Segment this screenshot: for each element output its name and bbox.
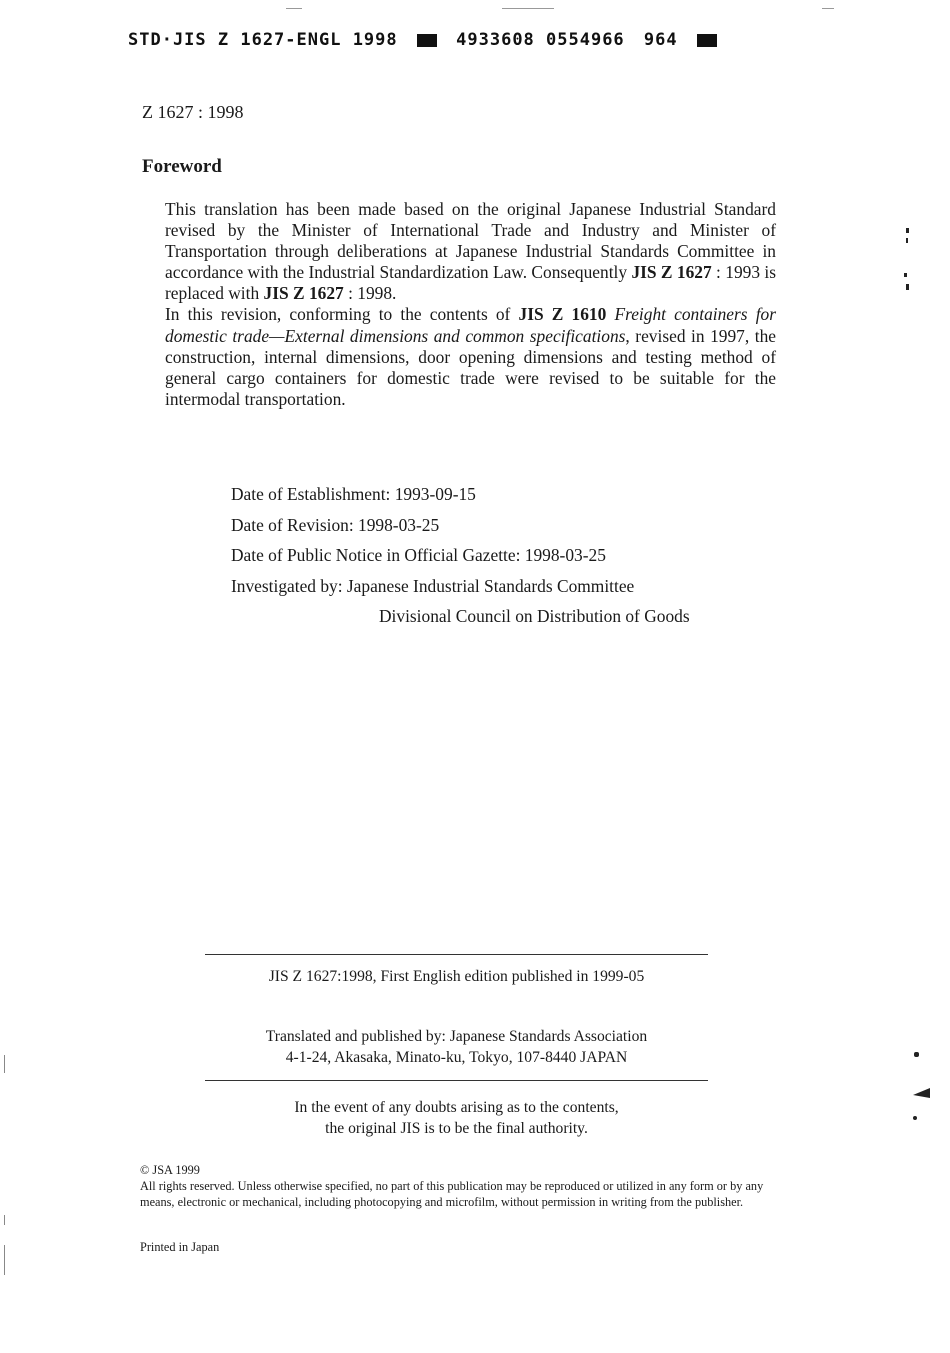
copyright-block (140, 1162, 780, 1210)
scan-header-right: 964 (643, 30, 678, 50)
foreword-paragraph-2: In this revision, conforming to the contents of JIS Z 1610 Freight containers for domestic trade—External dimensions and common specifications, revised in 1997, the construction, internal dimensions, door opening dimensions and testing method of general cargo containers for domestic trade were revised to be suitable for the intermodal transportation. (165, 304, 777, 409)
date-of-establishment: Date of Establishment: 1993-09-15 (231, 484, 476, 504)
scan-speck (4, 1055, 5, 1073)
publisher-line-2: 4-1-24, Akasaka, Minato-ku, Tokyo, 107-8440 JAPAN (285, 1048, 628, 1066)
authority-note-line-1: In the event of any doubts arising as to the contents, (294, 1099, 619, 1116)
scan-header (128, 30, 725, 50)
scan-speck (502, 8, 554, 9)
publisher-block (205, 1027, 708, 1068)
scan-speck (906, 284, 909, 290)
scan-speck (286, 8, 302, 9)
date-of-public-notice: Date of Public Notice in Official Gazette: 1998-03-25 (231, 545, 606, 565)
scan-speck (913, 1116, 917, 1120)
scan-speck (906, 238, 908, 243)
divider-rule (205, 1080, 708, 1081)
scan-header-middle: 4933608 0554966 (456, 30, 625, 50)
scan-speck (822, 8, 834, 9)
foreword-body (165, 199, 776, 410)
scan-speck (913, 1088, 930, 1098)
scan-speck (906, 228, 909, 233)
copyright-line: © JSA 1999 (140, 1163, 200, 1177)
scan-speck (4, 1245, 5, 1275)
rights-statement: All rights reserved. Unless otherwise specified, no part of this publication may be reproduced or utilized in any form or by any means, electronic or mechanical, including photocopying and microfilm, without permission in writing from the publisher. (140, 1179, 764, 1209)
dates-block (231, 484, 690, 637)
section-title: Foreword (142, 156, 222, 177)
scan-speck (914, 1052, 919, 1057)
divider-rule (205, 954, 708, 955)
publisher-line-1: Translated and published by: Japanese Standards Association (265, 1028, 648, 1045)
barcode-block (417, 34, 437, 47)
authority-note-line-2: the original JIS is to be the final authority. (325, 1119, 588, 1137)
printed-in-japan: Printed in Japan (140, 1240, 220, 1254)
scan-speck (904, 273, 907, 277)
scan-header-left: STD·JIS Z 1627-ENGL 1998 (128, 30, 398, 50)
investigated-by: Investigated by: Japanese Industrial Standards Committee (231, 575, 635, 596)
edition-note: JIS Z 1627:1998, First English edition published in 1999-05 (268, 968, 645, 985)
doc-number: Z 1627 : 1998 (142, 102, 244, 122)
divisional-council: Divisional Council on Distribution of Goods (379, 606, 690, 626)
barcode-block (697, 34, 717, 47)
authority-note (205, 1098, 708, 1139)
foreword-paragraph-1: This translation has been made based on the original Japanese Industrial Standard revised by the Minister of International Trade and Industry and Minister of Transportation through deliberations at Japanese Industrial Standards Committee in accordance with the Industrial Standardization Law. Consequently JIS Z 1627 : 1993 is replaced with JIS Z 1627 : 1998. (165, 199, 776, 304)
scan-speck (4, 1215, 5, 1225)
date-of-revision: Date of Revision: 1998-03-25 (231, 514, 440, 535)
